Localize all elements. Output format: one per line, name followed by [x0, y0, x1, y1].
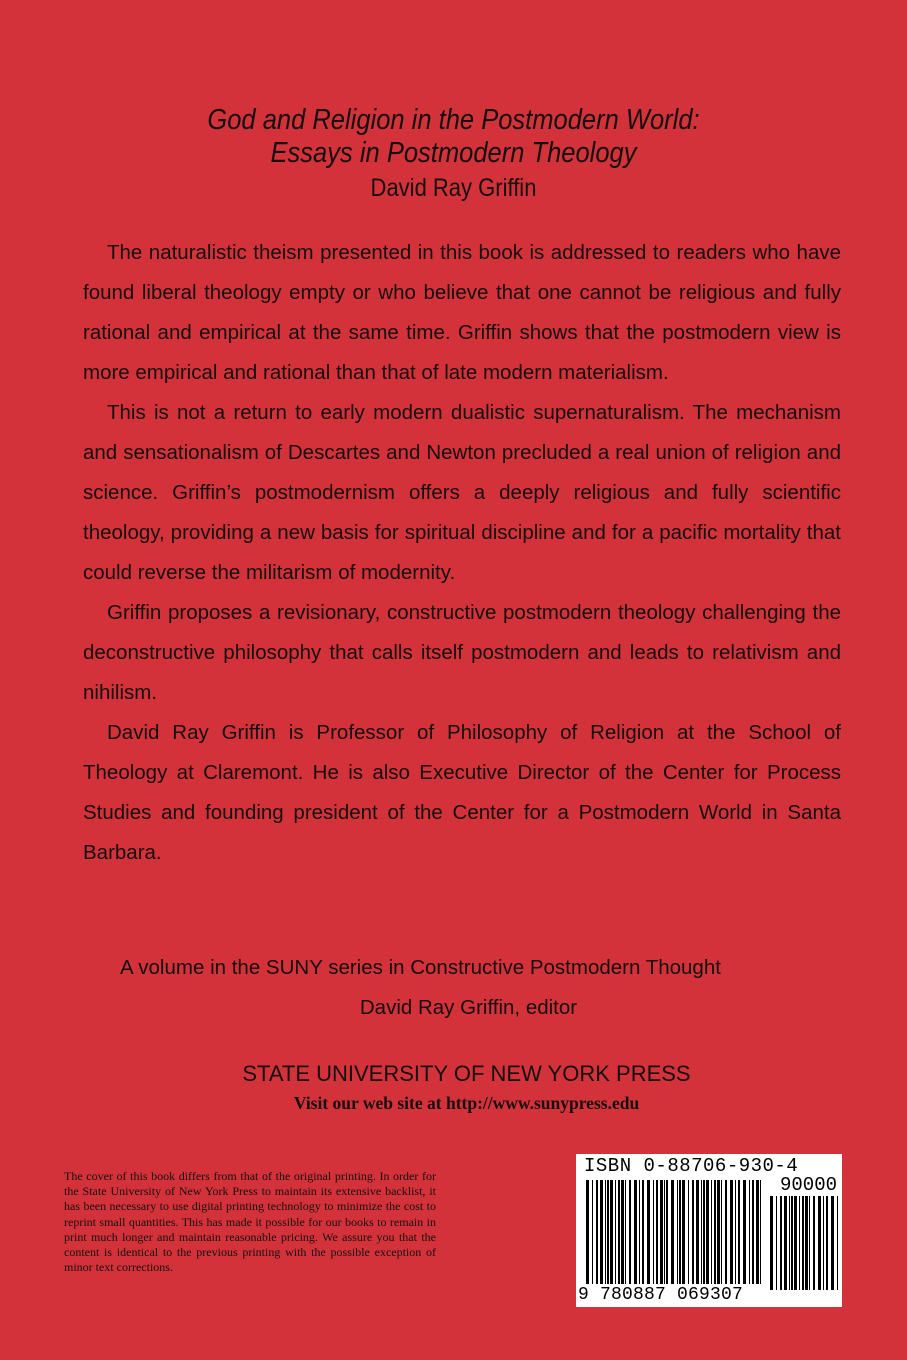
ean-number: 9 780887 069307 [578, 1285, 744, 1305]
ean-bar-37 [735, 1180, 736, 1284]
isbn-text: ISBN 0-88706-930-4 [584, 1155, 799, 1177]
ean-bar-13 [639, 1180, 640, 1284]
ean-bar-41 [752, 1180, 754, 1284]
book-author: David Ray Griffin [370, 174, 537, 202]
addon-bar-2 [780, 1196, 782, 1290]
ean-bar-18 [660, 1180, 663, 1284]
ean-bar-4 [605, 1180, 606, 1284]
series-name: A volume in the SUNY series in Constructive Postmodern Thought [120, 956, 721, 979]
ean-bar-0 [586, 1180, 589, 1284]
publisher-website: Visit our web site at http://www.sunypress.edu [293, 1093, 640, 1113]
series-info [0, 948, 907, 1028]
ean-bar-26 [692, 1180, 694, 1284]
ean-bar-33 [717, 1180, 720, 1284]
ean-bar-10 [625, 1180, 626, 1284]
ean-bar-12 [634, 1180, 637, 1284]
addon-bar-3 [784, 1196, 787, 1290]
ean-bar-22 [677, 1180, 678, 1284]
ean-bar-5 [607, 1180, 609, 1284]
ean-bar-31 [711, 1180, 712, 1284]
ean-bar-42 [756, 1180, 759, 1284]
ean-bar-17 [656, 1180, 658, 1284]
ean-bar-35 [725, 1180, 727, 1284]
title-block [0, 104, 907, 204]
blurb-paragraph-2: This is not a return to early modern dualistic supernaturalism. The mechanism and sensationalism of Descartes and Newton precluded a real union of religion and science. Griffin’s postmodernism offers a deeply religious and fully scientific theology, providing a new basis for spiritual discipline and for a pacific mortality that could reverse the militarism of modernity. [83, 401, 841, 584]
blurb [83, 233, 841, 873]
addon-bar-1 [776, 1196, 777, 1290]
ean-bar-2 [596, 1180, 598, 1284]
author-bio-paragraph: David Ray Griffin is Professor of Philosophy of Religion at the School of Theology at Claremont. He is also Executive Director of the Center for Process Studies and founding president of the Center for a Postmodern World in Santa Barbara. [83, 721, 841, 864]
ean-bar-36 [730, 1180, 733, 1284]
addon-bar-14 [826, 1196, 828, 1290]
ean-bar-38 [738, 1180, 740, 1284]
price-code: 90000 [779, 1174, 837, 1196]
ean-bar-39 [743, 1180, 746, 1284]
addon-bar-7 [799, 1196, 800, 1290]
ean-bar-28 [701, 1180, 702, 1284]
ean-bar-27 [696, 1180, 699, 1284]
addon-bar-9 [805, 1196, 808, 1290]
addon-bar-12 [818, 1196, 821, 1290]
ean-bar-34 [721, 1180, 722, 1284]
addon-bar-5 [791, 1196, 793, 1290]
blurb-paragraph-3: Griffin proposes a revisionary, constructive postmodern theology challenging the deconstructive philosophy that calls itself postmodern and leads to relativism and nihilism. [83, 601, 841, 704]
ean-bar-3 [600, 1180, 603, 1284]
ean-bar-25 [688, 1180, 689, 1284]
addon-bar-13 [823, 1196, 824, 1290]
addon-bar-16 [837, 1196, 838, 1290]
book-title-line-1: God and Religion in the Postmodern World: [207, 104, 700, 136]
addon-bar-10 [809, 1196, 810, 1290]
ean-bar-29 [703, 1180, 705, 1284]
ean-bar-23 [679, 1180, 681, 1284]
book-title-line-2: Essays in Postmodern Theology [270, 137, 637, 169]
reprint-notice: The cover of this book differs from that of the original printing. In order for the State University of New York Press to maintain its extensive backlist, it has been necessary to use digital printing technology to minimize the cost to reprint small quantities. This has made it possible for our books to remain in print much longer and maintain reasonable pricing. We assure you that the content is identical to the previous printing with the possible exception of minor text corrections. [64, 1169, 436, 1275]
ean-bar-6 [610, 1180, 613, 1284]
ean-bar-21 [671, 1180, 674, 1284]
ean-bar-1 [592, 1180, 593, 1284]
addon-bar-15 [831, 1196, 834, 1290]
addon-bar-4 [789, 1196, 790, 1290]
ean-bar-8 [618, 1180, 620, 1284]
ean-bar-11 [629, 1180, 631, 1284]
publisher-name: STATE UNIVERSITY OF NEW YORK PRESS [242, 1061, 691, 1086]
publisher-info [0, 1059, 907, 1117]
ean-bar-43 [760, 1180, 761, 1284]
ean-bar-9 [621, 1180, 624, 1284]
addon-bar-11 [813, 1196, 815, 1290]
ean-bar-14 [642, 1180, 644, 1284]
ean-bar-32 [714, 1180, 716, 1284]
addon-bar-6 [794, 1196, 797, 1290]
addon-bar-0 [770, 1196, 773, 1290]
ean-bar-30 [706, 1180, 709, 1284]
ean-bar-19 [664, 1180, 665, 1284]
series-editor: David Ray Griffin, editor [359, 996, 578, 1019]
isbn-barcode [576, 1154, 842, 1307]
addon-bar-8 [802, 1196, 804, 1290]
ean-bar-7 [615, 1180, 616, 1284]
ean-bar-20 [666, 1180, 668, 1284]
blurb-paragraph-1: The naturalistic theism presented in this book is addressed to readers who have found liberal theology empty or who believe that one cannot be religious and fully rational and empirical at the same time. Griffin shows that the postmodern view is more empirical and rational than that of late modern materialism. [83, 241, 841, 384]
ean-bar-24 [682, 1180, 685, 1284]
ean-bar-40 [749, 1180, 750, 1284]
ean-bar-15 [647, 1180, 650, 1284]
ean-bar-16 [653, 1180, 654, 1284]
